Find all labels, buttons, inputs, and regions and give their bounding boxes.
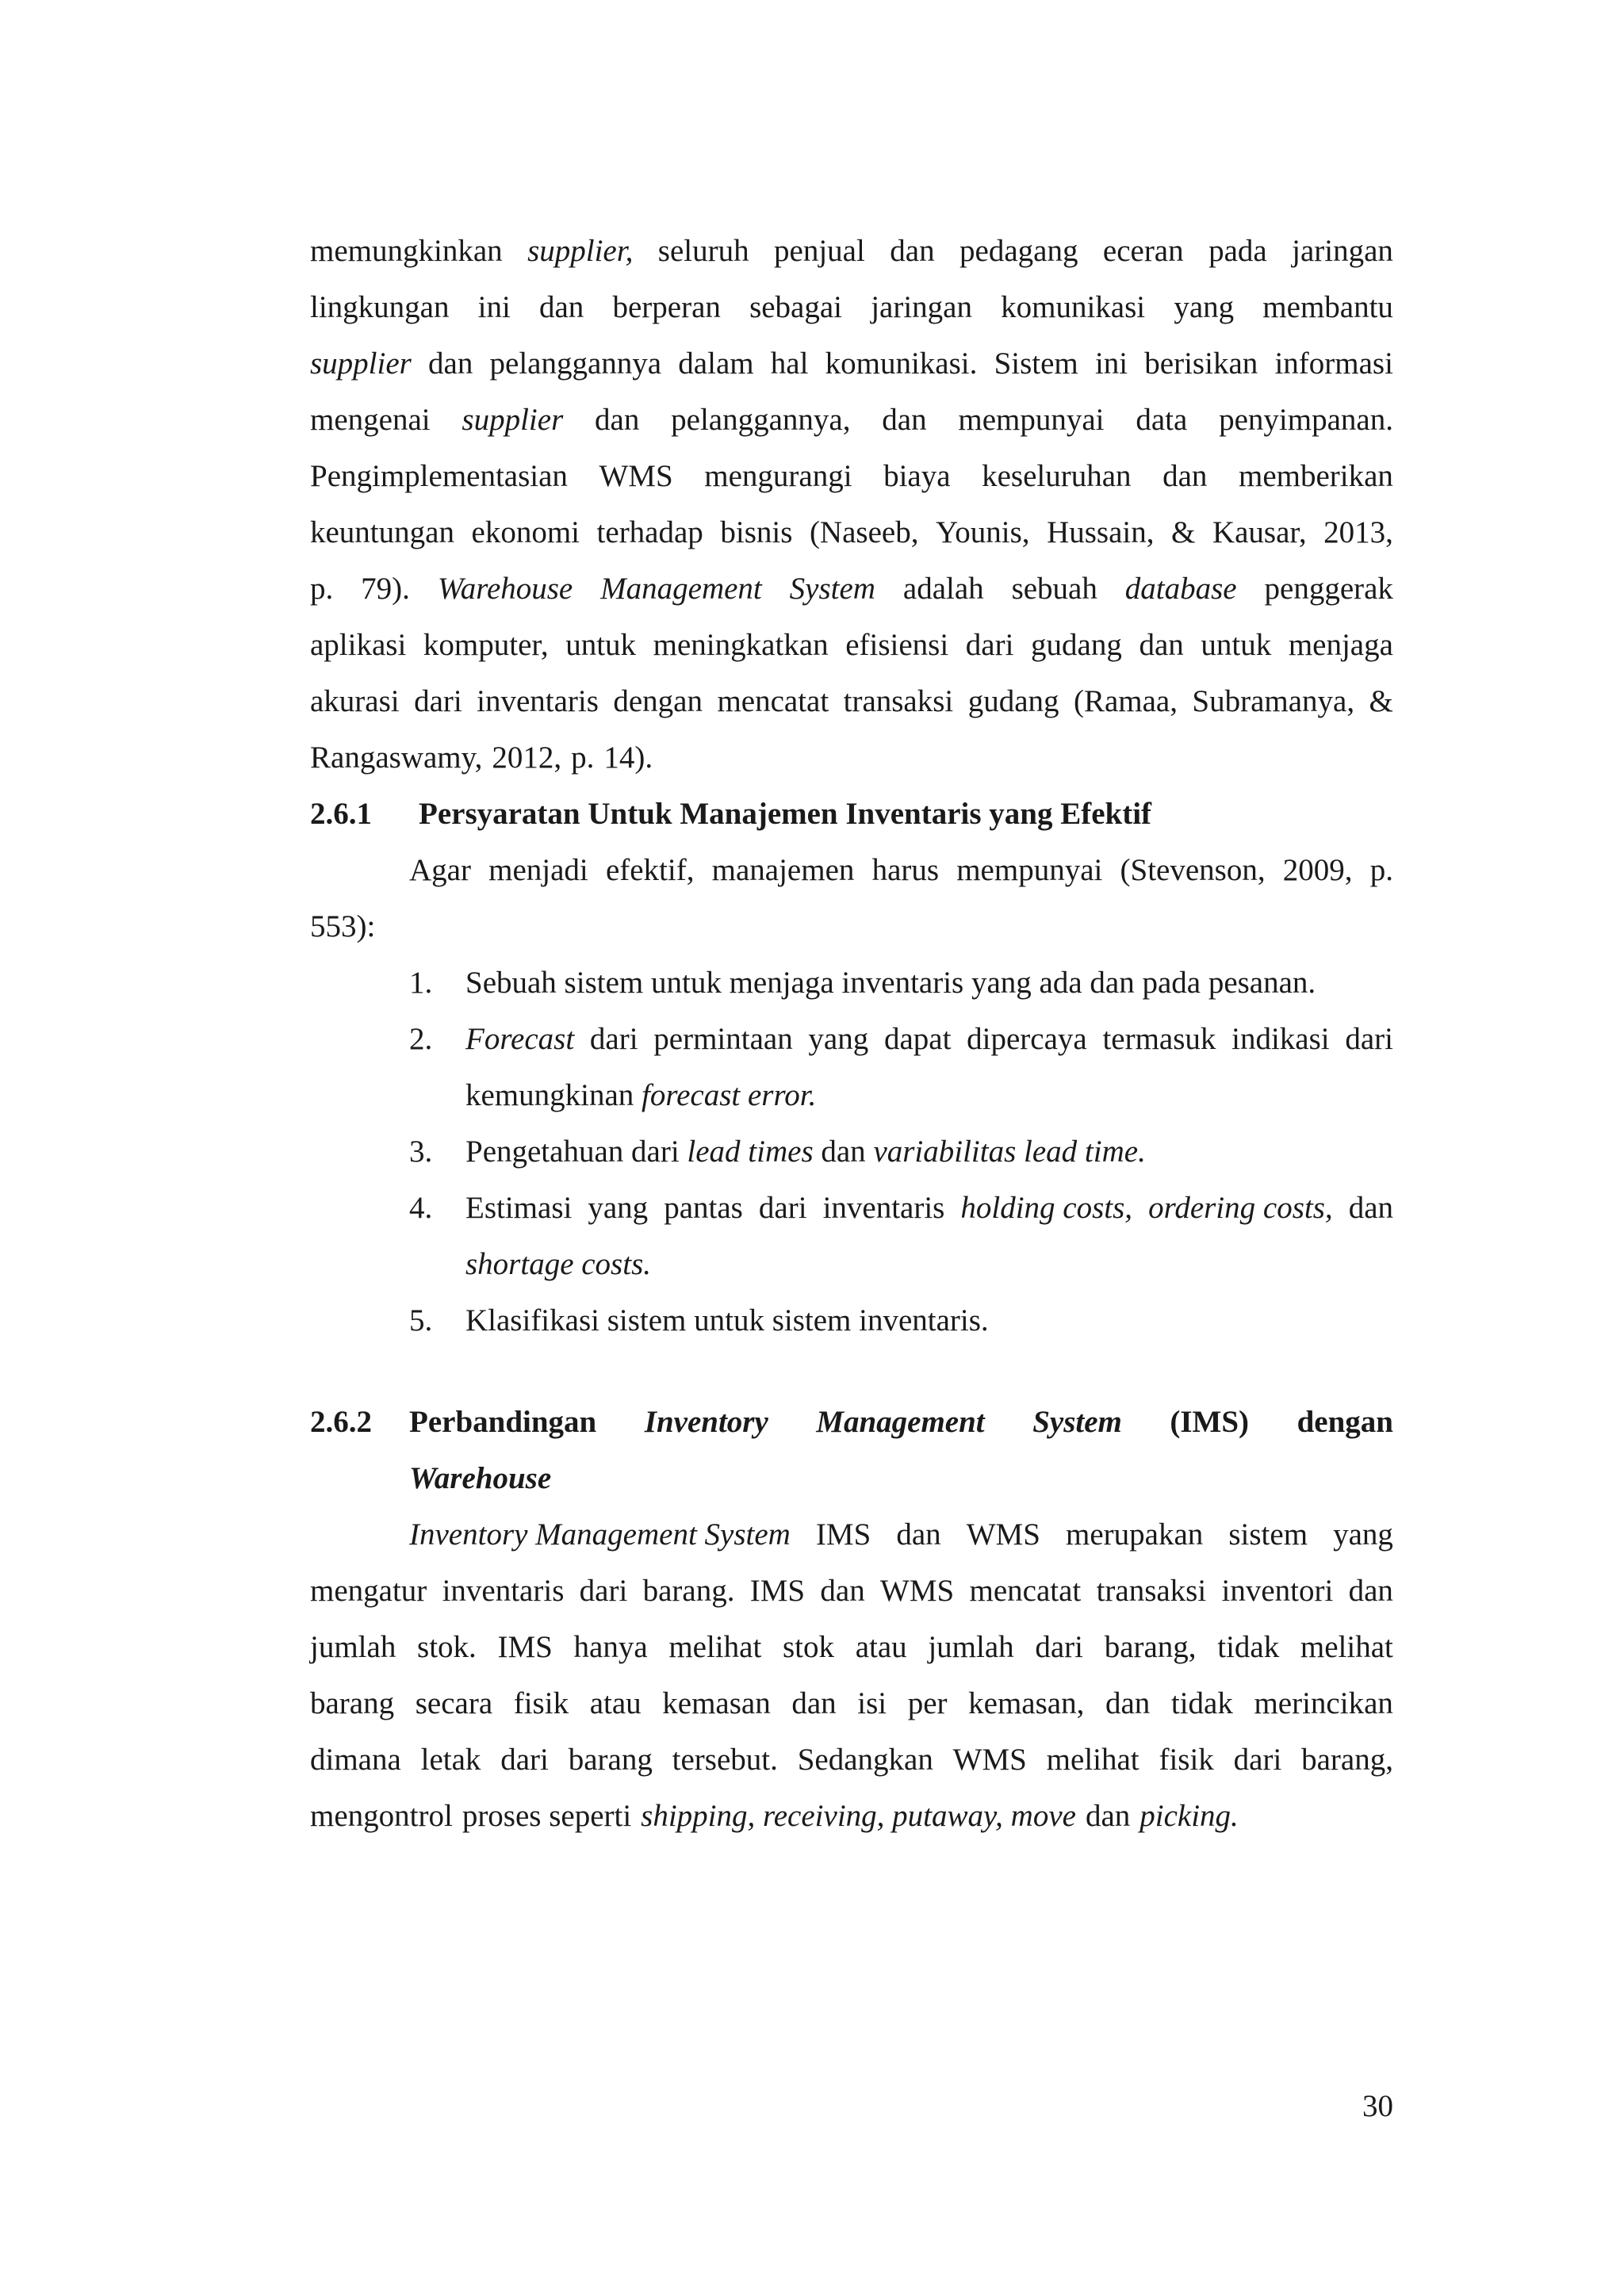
paragraph-line: memungkinkan supplier, seluruh penjual dan pedagang eceran pada jaringan — [310, 234, 1393, 268]
list-item: 5. Klasifikasi sistem untuk sistem inventaris. — [409, 1292, 1393, 1349]
paragraph-line: aplikasi komputer, untuk meningkatkan efisiensi dari gudang dan untuk menjaga — [310, 628, 1393, 662]
list-marker: 3. — [409, 1135, 433, 1169]
section-2-6-1-intro — [310, 842, 1393, 955]
paragraph-line: jumlah stok. IMS hanya melihat stok atau jumlah dari barang, tidak melihat — [310, 1630, 1393, 1664]
paragraph-line: dimana letak dari barang tersebut. Sedangkan WMS melihat fisik dari barang, — [310, 1743, 1393, 1777]
list-item: 1. Sebuah sistem untuk menjaga inventaris yang ada dan pada pesanan. — [409, 955, 1393, 1011]
list-marker: 1. — [409, 966, 433, 1000]
paragraph-line: keuntungan ekonomi terhadap bisnis (Naseeb, Younis, Hussain, & Kausar, 2013, — [310, 515, 1393, 549]
paragraph-ims-vs-wms — [310, 1506, 1393, 1844]
paragraph-line: lingkungan ini dan berperan sebagai jaringan komunikasi yang membantu — [310, 290, 1393, 324]
section-title: Perbandingan Inventory Management System (IMS) dengan — [409, 1405, 1393, 1439]
paragraph-line: barang secara fisik atau kemasan dan isi per kemasan, dan tidak merincikan — [310, 1686, 1393, 1720]
paragraph-line: mengenai supplier dan pelanggannya, dan mempunyai data penyimpanan. — [310, 403, 1393, 437]
paragraph-line: Pengimplementasian WMS mengurangi biaya keseluruhan dan memberikan — [310, 459, 1393, 493]
section-heading-2-6-2: 2.6.2 Perbandingan Inventory Management System (IMS) dengan Warehouse — [310, 1394, 1393, 1506]
paragraph-wms-intro — [310, 223, 1393, 786]
section-number: 2.6.1 — [310, 797, 372, 831]
section-number: 2.6.2 — [310, 1405, 372, 1439]
paragraph-line: supplier dan pelanggannya dalam hal komunikasi. Sistem ini berisikan informasi — [310, 346, 1393, 381]
list-marker: 2. — [409, 1022, 433, 1056]
section-title: Persyaratan Untuk Manajemen Inventaris yang Efektif — [419, 797, 1152, 831]
paragraph-line: akurasi dari inventaris dengan mencatat transaksi gudang (Ramaa, Subramanya, & — [310, 684, 1393, 718]
paragraph-line: mengatur inventaris dari barang. IMS dan WMS mencatat transaksi inventori dan — [310, 1574, 1393, 1608]
paragraph-line: Rangaswamy, 2012, p. 14). — [310, 740, 653, 775]
paragraph-line: p. 79). Warehouse Management System adalah sebuah database penggerak — [310, 572, 1393, 606]
paragraph-line: 553): — [310, 909, 376, 943]
list-marker: 4. — [409, 1191, 433, 1225]
paragraph-line: mengontrol proses seperti shipping, receiving, putaway, move dan picking. — [310, 1799, 1239, 1833]
requirements-list — [409, 955, 1393, 1349]
list-item: 2. Forecast dari permintaan yang dapat dipercaya termasuk indikasi dari kemungkinan forecast error. — [409, 1011, 1393, 1123]
section-heading-2-6-1 — [310, 786, 1393, 842]
page-number: 30 — [1362, 2089, 1393, 2123]
paragraph-line: Inventory Management System IMS dan WMS merupakan sistem yang — [409, 1517, 1393, 1552]
list-marker: 5. — [409, 1303, 433, 1337]
list-item: 4. Estimasi yang pantas dari inventaris holding costs, ordering costs, dan shortage costs. — [409, 1180, 1393, 1292]
list-item: 3. Pengetahuan dari lead times dan variabilitas lead time. — [409, 1123, 1393, 1180]
paragraph-line: Agar menjadi efektif, manajemen harus mempunyai (Stevenson, 2009, p. — [409, 853, 1393, 887]
